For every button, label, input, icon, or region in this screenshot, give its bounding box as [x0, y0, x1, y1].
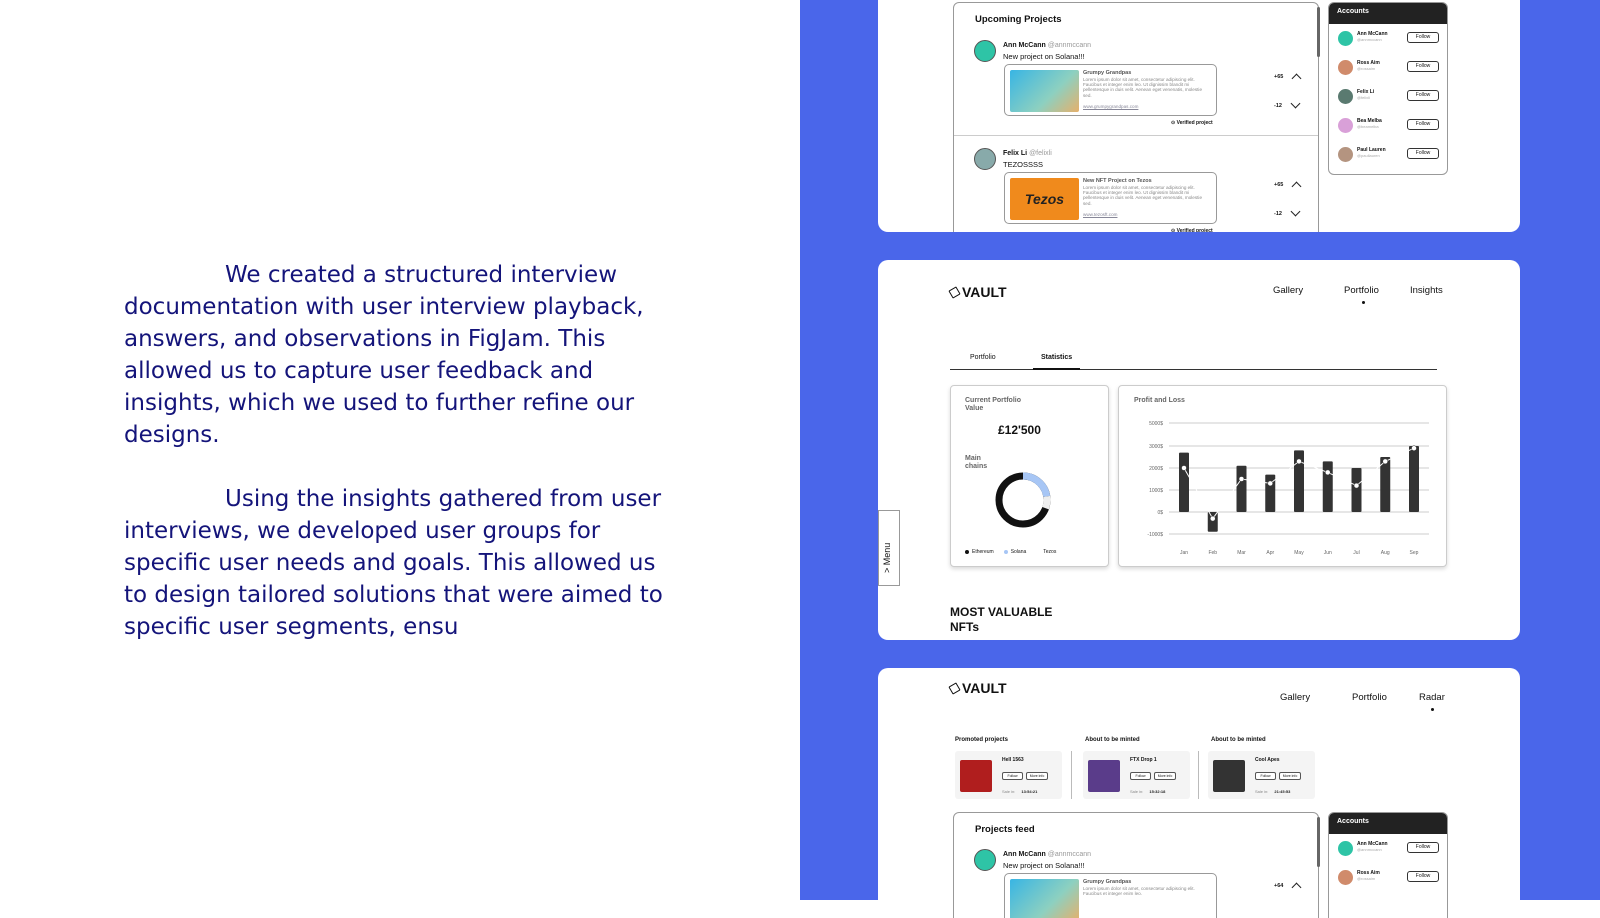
- projects-feed: [953, 812, 1319, 918]
- x-tick-label: Jul: [1353, 550, 1360, 556]
- downvote[interactable]: -12: [1274, 208, 1299, 219]
- trend-point: [1383, 459, 1388, 464]
- account-row: [1329, 24, 1447, 53]
- vault-radar-screen: [878, 668, 1520, 918]
- account-name: Ross Aim: [1357, 60, 1380, 66]
- portfolio-value: £12'500: [998, 423, 1041, 437]
- trend-point: [1325, 470, 1330, 475]
- upvote[interactable]: +64: [1274, 880, 1300, 891]
- project-preview[interactable]: [1004, 172, 1217, 224]
- account-handle: @rossaim: [1357, 66, 1376, 71]
- chains-label: Main chains: [965, 455, 988, 470]
- feed-scrollbar[interactable]: [1317, 817, 1320, 867]
- feed-title: Projects feed: [975, 824, 1035, 835]
- pnl-bar: [1323, 461, 1333, 512]
- project-title: Grumpy Grandpas: [1083, 70, 1132, 76]
- nav-gallery[interactable]: Gallery: [1280, 692, 1311, 703]
- tab-statistics[interactable]: Statistics: [1033, 350, 1080, 370]
- project-preview[interactable]: [1004, 873, 1217, 918]
- trend-point: [1297, 459, 1302, 464]
- case-study-text: [124, 259, 664, 675]
- verified-badge: ⊙ Verified project: [1171, 120, 1213, 126]
- section-promoted: Promoted projects: [955, 737, 1009, 743]
- y-tick-label: 1000$: [1149, 488, 1163, 494]
- tab-portfolio[interactable]: Portfolio: [970, 354, 996, 361]
- feed-scrollbar[interactable]: [1317, 7, 1320, 57]
- nav-portfolio[interactable]: Portfolio: [1344, 285, 1379, 296]
- upcoming-projects-screen: [878, 0, 1520, 232]
- x-tick-label: May: [1294, 550, 1304, 556]
- account-avatar[interactable]: [1338, 841, 1353, 856]
- project-title: Grumpy Grandpas: [1083, 879, 1132, 885]
- chains-legend: [965, 549, 1056, 555]
- x-tick-label: Mar: [1237, 550, 1246, 556]
- trend-point: [1182, 466, 1187, 471]
- y-tick-label: 2000$: [1149, 466, 1163, 472]
- follow-button[interactable]: Follow: [1407, 119, 1439, 130]
- vault-insights-screen: [878, 260, 1520, 640]
- account-name: Ann McCann: [1357, 841, 1388, 847]
- follow-button[interactable]: Follow: [1002, 772, 1023, 780]
- chevron-up-icon[interactable]: [1292, 883, 1302, 893]
- mint-card[interactable]: [1083, 751, 1190, 799]
- verified-badge: ⊙ Verified project: [1171, 228, 1213, 232]
- account-name: Bea Melba: [1357, 118, 1382, 124]
- feed-post: [974, 40, 1304, 150]
- vault-logo[interactable]: VAULT: [950, 680, 1007, 696]
- upvote[interactable]: +65: [1274, 179, 1300, 190]
- account-row: [1329, 53, 1447, 82]
- account-handle: @paullauren: [1357, 153, 1380, 158]
- mint-card[interactable]: [1208, 751, 1315, 799]
- trend-point: [1412, 446, 1417, 451]
- follow-button[interactable]: Follow: [1407, 61, 1439, 72]
- x-tick-label: Jan: [1179, 550, 1189, 556]
- account-name: Paul Lauren: [1357, 147, 1386, 153]
- nft-thumbnail: [960, 760, 992, 792]
- chevron-down-icon[interactable]: [1291, 99, 1301, 109]
- vault-logo[interactable]: VAULT: [950, 284, 1007, 300]
- nft-thumbnail: [1088, 760, 1120, 792]
- nft-name: Hell 1563: [1002, 757, 1024, 763]
- legend-tezos: Tezos: [1036, 549, 1056, 555]
- pnl-bar: [1352, 468, 1362, 512]
- follow-button[interactable]: Follow: [1407, 148, 1439, 159]
- project-image: [1010, 879, 1079, 918]
- active-nav-indicator: [1362, 301, 1365, 304]
- follow-button[interactable]: Follow: [1407, 842, 1439, 853]
- accounts-panel: [1328, 2, 1448, 175]
- account-avatar[interactable]: [1338, 870, 1353, 885]
- trend-point: [1210, 516, 1215, 521]
- y-tick-label: 5000$: [1149, 421, 1163, 427]
- legend-ethereum: Ethereum: [965, 549, 994, 555]
- follow-button[interactable]: Follow: [1130, 772, 1151, 780]
- paragraph-2: Using the insights gathered from user interviews, we developed user groups for specific user needs and goals. This allowed us to design tailored solutions that were aimed to specific user segments, ensu: [124, 486, 663, 640]
- account-avatar[interactable]: [1338, 118, 1353, 133]
- pnl-bar: [1409, 446, 1419, 512]
- account-row: [1329, 82, 1447, 111]
- chevron-up-icon[interactable]: [1292, 182, 1302, 192]
- x-tick-label: Apr: [1266, 550, 1275, 556]
- post-user: Ann McCann @annmccann: [1003, 851, 1092, 858]
- portfolio-panel: [950, 385, 1109, 567]
- account-handle: @beamelba: [1357, 124, 1379, 129]
- account-name: Felix Li: [1357, 89, 1375, 95]
- chevron-down-icon[interactable]: [1291, 207, 1301, 217]
- follow-button[interactable]: Follow: [1407, 90, 1439, 101]
- post-text: New project on Solana!!!: [1003, 52, 1085, 61]
- follow-button[interactable]: Follow: [1255, 772, 1276, 780]
- chevron-up-icon[interactable]: [1292, 74, 1302, 84]
- feed-title: Upcoming Projects: [975, 14, 1062, 25]
- x-tick-label: Aug: [1380, 550, 1390, 556]
- accounts-title: Accounts: [1329, 3, 1447, 24]
- project-image: Tezos: [1010, 178, 1079, 220]
- upvote[interactable]: +65: [1274, 71, 1300, 82]
- project-link[interactable]: www.grumpygrandpas.com: [1083, 104, 1139, 109]
- nft-name: FTX Drop 1: [1130, 757, 1157, 763]
- profit-loss-panel: [1118, 385, 1447, 567]
- chart-title: Profit and Loss: [1134, 397, 1185, 404]
- account-name: Ross Aim: [1357, 870, 1380, 876]
- account-handle: @rossaim: [1357, 876, 1376, 881]
- follow-button[interactable]: Follow: [1407, 871, 1439, 882]
- paragraph-1: We created a structured interview documentation with user interview playback, answers, and observations in FigJam. This allowed us to capture user feedback and insights, which we used to further refine our designs.: [124, 262, 644, 448]
- account-avatar[interactable]: [1338, 60, 1353, 75]
- more-info-button[interactable]: More info: [1026, 772, 1048, 780]
- feed-post: [974, 849, 1304, 918]
- y-tick-label: 3000$: [1149, 444, 1163, 450]
- mint-card[interactable]: [955, 751, 1062, 799]
- user-avatar[interactable]: [974, 148, 996, 170]
- account-name: Ann McCann: [1357, 31, 1388, 37]
- account-handle: @felixli: [1357, 95, 1370, 100]
- more-info-button[interactable]: More info: [1279, 772, 1301, 780]
- nft-thumbnail: [1213, 760, 1245, 792]
- project-preview[interactable]: [1004, 64, 1217, 116]
- user-avatar[interactable]: [974, 40, 996, 62]
- account-handle: @annmccann: [1357, 37, 1382, 42]
- most-valuable-nfts-heading: MOST VALUABLE NFTs: [950, 605, 1053, 634]
- post-user: Ann McCann @annmccann: [1003, 42, 1092, 49]
- section-minting: About to be minted: [1211, 737, 1266, 743]
- project-link[interactable]: www.tezosft.com: [1083, 212, 1118, 217]
- y-tick-label: 0$: [1157, 510, 1163, 516]
- divider: [1071, 751, 1072, 799]
- sale-countdown: Sale in: 21:45:53: [1255, 789, 1291, 794]
- downvote[interactable]: -12: [1274, 100, 1299, 111]
- pnl-bar: [1179, 453, 1189, 512]
- account-row: [1329, 863, 1447, 892]
- nft-name: Cool Apes: [1255, 757, 1280, 763]
- account-avatar[interactable]: [1338, 89, 1353, 104]
- sale-countdown: Sale in: 13:54:21: [1002, 789, 1038, 794]
- divider: [954, 135, 1318, 136]
- x-tick-label: Jun: [1323, 550, 1332, 556]
- more-info-button[interactable]: More info: [1154, 772, 1176, 780]
- tab-bar: [950, 350, 1437, 370]
- upcoming-feed: [953, 2, 1319, 232]
- pnl-bar: [1380, 457, 1390, 512]
- project-description: Lorem ipsum dolor sit amet, consectetur adipiscing elit. Faucibus et integer enim leo.: [1083, 886, 1195, 897]
- project-description: Lorem ipsum dolor sit amet, consectetur adipiscing elit. Faucibus et integer enim leo. Ut dignissim blandit mi pellentesque in duis velit. Aenean eget venenatis, molestie sed.: [1083, 185, 1203, 206]
- account-handle: @annmccann: [1357, 847, 1382, 852]
- nav-portfolio[interactable]: Portfolio: [1352, 692, 1387, 703]
- project-description: Lorem ipsum dolor sit amet, consectetur adipiscing elit. Faucibus et integer enim leo. Ut dignissim blandit mi pellentesque in duis velit. Aenean eget venenatis, molestie sed.: [1083, 77, 1203, 98]
- vault-logo-icon: [948, 286, 960, 298]
- user-avatar[interactable]: [974, 849, 996, 871]
- x-tick-label: Feb: [1208, 550, 1218, 556]
- x-tick-label: Sep: [1409, 550, 1419, 556]
- post-text: New project on Solana!!!: [1003, 861, 1085, 870]
- trend-point: [1354, 483, 1359, 488]
- post-text: TEZOSSSS: [1003, 160, 1044, 169]
- nav-insights[interactable]: Insights: [1410, 285, 1443, 296]
- trend-point: [1239, 477, 1244, 482]
- nav-radar[interactable]: Radar: [1419, 692, 1445, 703]
- trend-point: [1268, 481, 1273, 486]
- menu-toggle[interactable]: > Menu: [878, 510, 900, 586]
- account-avatar[interactable]: [1338, 147, 1353, 162]
- pnl-bar: [1208, 512, 1218, 532]
- feed-post: [974, 148, 1304, 232]
- accounts-title: Accounts: [1329, 813, 1447, 834]
- sale-countdown: Sale in: 15:32:18: [1130, 789, 1166, 794]
- profit-loss-chart: [1119, 411, 1448, 566]
- y-tick-label: -1000$: [1147, 532, 1163, 538]
- portfolio-label: Current Portfolio Value: [965, 397, 1021, 412]
- legend-solana: Solana: [1004, 549, 1027, 555]
- chains-donut: [993, 470, 1053, 530]
- account-row: [1329, 834, 1447, 863]
- vault-logo-icon: [948, 682, 960, 694]
- project-title: New NFT Project on Tezos: [1083, 178, 1152, 184]
- account-avatar[interactable]: [1338, 31, 1353, 46]
- account-row: [1329, 140, 1447, 169]
- section-minting: About to be minted: [1085, 737, 1140, 743]
- project-image: [1010, 70, 1079, 112]
- pnl-bar: [1237, 466, 1247, 512]
- accounts-panel: [1328, 812, 1448, 918]
- active-nav-indicator: [1431, 708, 1434, 711]
- divider: [1198, 751, 1199, 799]
- nav-gallery[interactable]: Gallery: [1273, 285, 1304, 296]
- post-user: Felix Li @felixli: [1003, 150, 1052, 157]
- account-row: [1329, 111, 1447, 140]
- follow-button[interactable]: Follow: [1407, 32, 1439, 43]
